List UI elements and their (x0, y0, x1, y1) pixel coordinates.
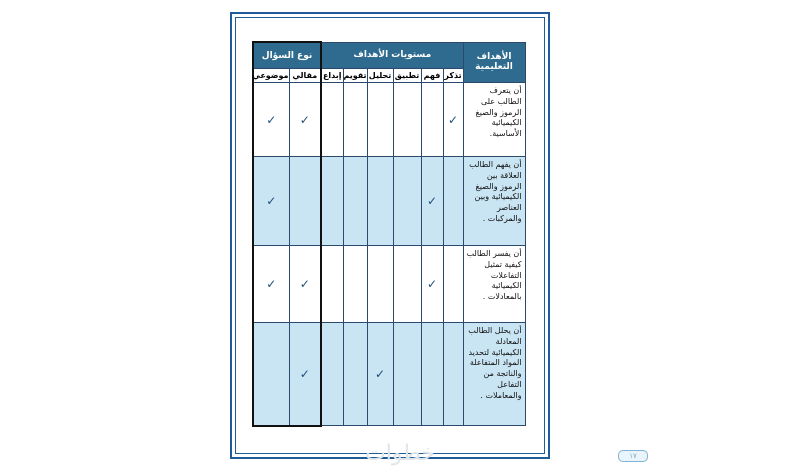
level-check-cell (367, 83, 393, 157)
level-check-cell (393, 246, 421, 323)
check-icon: ✓ (266, 277, 277, 291)
page-number: ١٧ (618, 450, 648, 462)
objective-cell: أن يحلل الطالب المعادلة الكيميائية لتحديد المواد المتفاعلة والناتجة من التفاعل والمعاملات . (463, 323, 525, 426)
check-icon: ✓ (448, 112, 459, 127)
level-remember: تذكر (443, 69, 463, 83)
qtype-objective: موضوعي (253, 69, 289, 83)
objective-check-cell (253, 157, 289, 246)
essay-check-cell (289, 83, 321, 157)
essay-check-cell (289, 246, 321, 323)
objective-check-cell (253, 323, 289, 426)
check-icon: ✓ (266, 194, 277, 208)
header-levels: مستويات الأهداف (321, 42, 463, 69)
table-row (253, 157, 525, 246)
level-check-cell (421, 157, 443, 246)
watermark: خطوات (365, 441, 435, 466)
check-icon: ✓ (375, 367, 386, 381)
table-row (253, 246, 525, 323)
check-icon: ✓ (299, 366, 310, 381)
level-check-cell (367, 323, 393, 426)
level-check-cell (321, 157, 343, 246)
essay-check-cell (289, 157, 321, 246)
table-row (253, 83, 525, 157)
level-evaluate: تقويم (343, 69, 367, 83)
qtype-essay: مقالي (289, 69, 321, 83)
objective-cell: أن يفهم الطالب العلاقة بين الرموز والصيغ الكيميائية وبين العناصر والمركبات . (463, 157, 525, 246)
level-check-cell (443, 323, 463, 426)
level-check-cell (343, 323, 367, 426)
level-check-cell (343, 83, 367, 157)
level-analyze: تحليل (367, 69, 393, 83)
level-check-cell (343, 246, 367, 323)
level-apply: تطبيق (393, 69, 421, 83)
check-icon: ✓ (427, 277, 438, 291)
level-create: إبداع (321, 69, 343, 83)
objective-cell: أن يتعرف الطالب على الرموز والصيغ الكيميائية الأساسية. (463, 83, 525, 157)
check-icon: ✓ (299, 112, 310, 127)
check-icon: ✓ (299, 277, 310, 291)
check-icon: ✓ (266, 112, 277, 127)
level-check-cell (321, 323, 343, 426)
level-check-cell (443, 246, 463, 323)
essay-check-cell (289, 323, 321, 426)
level-check-cell (367, 246, 393, 323)
objectives-table (252, 41, 526, 427)
level-check-cell (367, 157, 393, 246)
objective-check-cell (253, 246, 289, 323)
level-check-cell (321, 83, 343, 157)
level-understand: فهم (421, 69, 443, 83)
objective-cell: أن يفسر الطالب كيفية تمثيل التفاعلات الكيميائية بالمعادلات . (463, 246, 525, 323)
level-check-cell (443, 83, 463, 157)
level-check-cell (393, 83, 421, 157)
level-check-cell (321, 246, 343, 323)
level-check-cell (421, 83, 443, 157)
table-row (253, 323, 525, 426)
level-check-cell (393, 323, 421, 426)
check-icon: ✓ (427, 194, 438, 208)
level-check-cell (443, 157, 463, 246)
page-frame (230, 12, 637, 460)
level-check-cell (393, 157, 421, 246)
header-objectives: الأهداف التعليمية (463, 42, 525, 83)
objective-check-cell (253, 83, 289, 157)
level-check-cell (421, 246, 443, 323)
header-question-type: نوع السؤال (253, 42, 321, 69)
level-check-cell (343, 157, 367, 246)
level-check-cell (421, 323, 443, 426)
